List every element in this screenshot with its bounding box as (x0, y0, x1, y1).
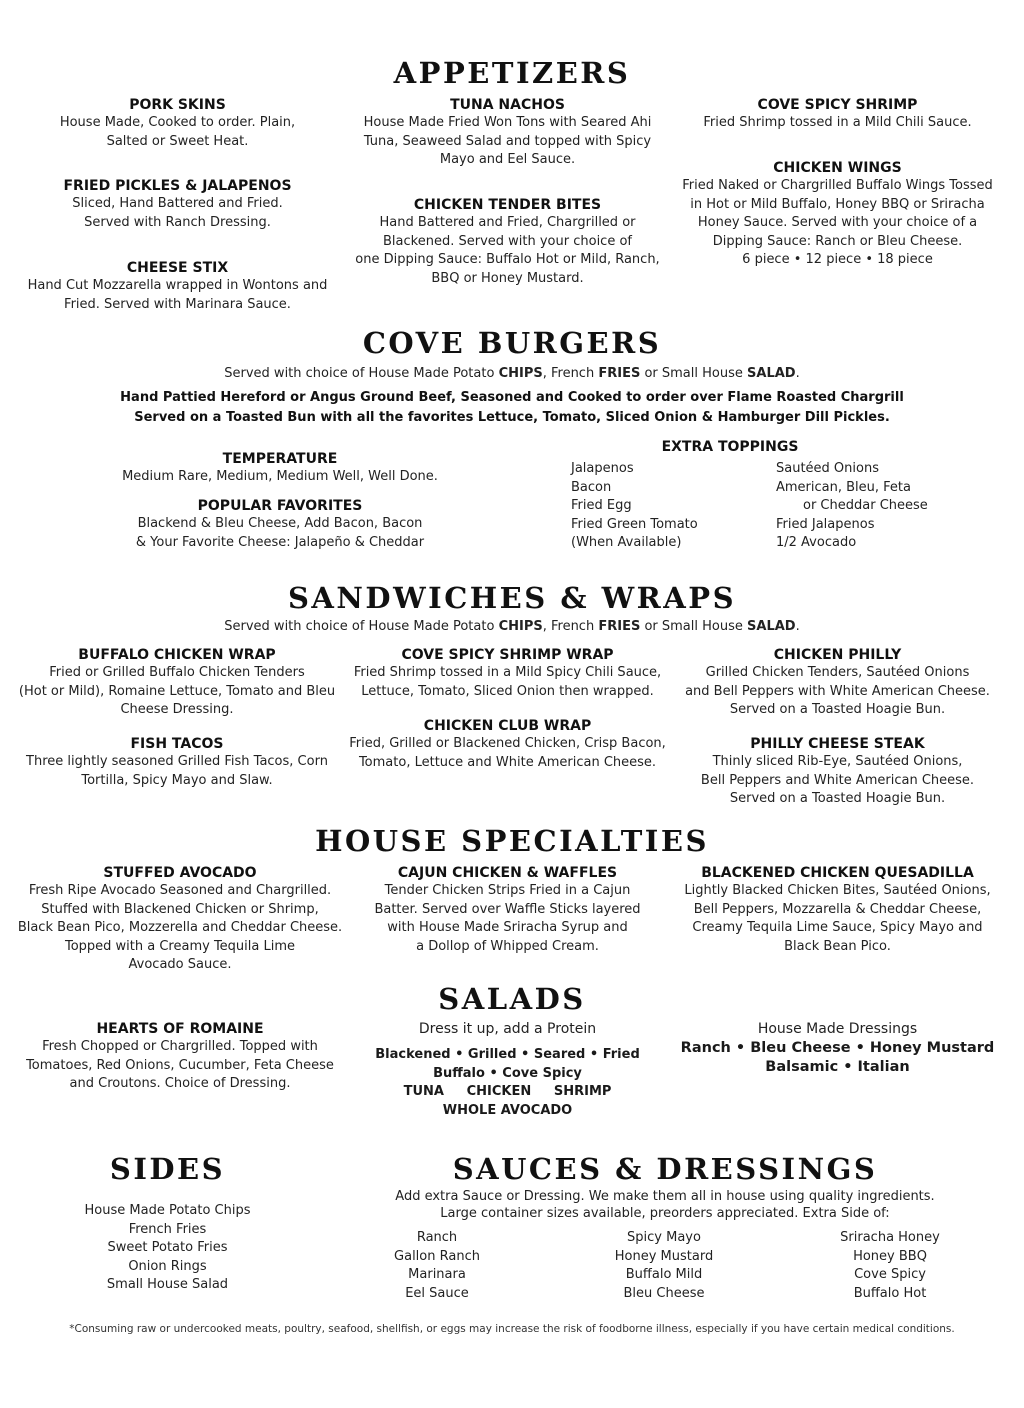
item-title: CHICKEN PHILLY (773, 647, 902, 663)
menu-item-cajun-chicken-waffles (345, 864, 670, 956)
item-title: STUFFED AVOCADO (103, 865, 257, 881)
protein-line: Buffalo • Cove Spicy (433, 1065, 582, 1081)
burgers-served-with: Served with choice of House Made Potato CHIPS, French FRIES or Small House SALAD. (224, 366, 800, 381)
item-title: COVE SPICY SHRIMP (757, 97, 918, 113)
item-title: BUFFALO CHICKEN WRAP (78, 647, 276, 663)
dressings-line: Balsamic • Italian (765, 1059, 910, 1075)
salad-protein-options (345, 1020, 670, 1120)
item-title: CHICKEN TENDER BITES (413, 197, 602, 213)
list-item: Fried Egg (571, 498, 632, 514)
menu-item-philly-cheese-steak (675, 735, 1000, 809)
dressings-line: Ranch • Bleu Cheese • Honey Mustard (680, 1040, 995, 1056)
protein-title: Dress it up, add a Protein (418, 1021, 597, 1037)
protein-line: TUNA CHICKEN SHRIMP (403, 1084, 612, 1100)
list-item: American, Bleu, Feta (776, 479, 911, 495)
list-item: House Made Potato Chips (84, 1203, 251, 1218)
menu-item-buffalo-chicken-wrap (12, 646, 342, 720)
menu-item-stuffed-avocado (10, 864, 350, 975)
extra-toppings-title: EXTRA TOPPINGS (661, 439, 799, 455)
item-description: Hand Battered and Fried, Chargrilled or Blackened. Served with your choice of one Dipping Sauce: Buffalo Hot or Mild, Ranch, BBQ or Honey Mustard. (355, 215, 660, 286)
item-description: Fried or Grilled Buffalo Chicken Tenders (Hot or Mild), Romaine Lettuce, Tomato and Bleu Cheese Dressing. (18, 665, 336, 718)
list-item: Fried Green Tomato (When Available) (571, 516, 698, 551)
item-description: House Made, Cooked to order. Plain, Salted or Sweet Heat. (59, 115, 296, 149)
list-item: 1/2 Avocado (776, 535, 857, 551)
list-item: Small House Salad (106, 1277, 229, 1293)
sauces-heading: SAUCES & DRESSINGS (452, 1152, 878, 1186)
list-item: Bleu Cheese (623, 1285, 705, 1301)
sauces-note-line2: Large container sizes available, preorders appreciated. Extra Side of: (440, 1206, 890, 1221)
list-item: French Fries (128, 1221, 207, 1237)
item-title: HEARTS OF ROMAINE (96, 1021, 264, 1037)
menu-item-chicken-club-wrap (345, 717, 670, 772)
menu-item-tuna-nachos (345, 96, 670, 170)
item-description: Medium Rare, Medium, Medium Well, Well Done. (122, 469, 438, 484)
menu-item-cheese-stix (20, 259, 335, 314)
list-item: Buffalo Mild (625, 1267, 703, 1283)
specialties-heading: HOUSE SPECIALTIES (315, 824, 709, 858)
list-item: Sautéed Onions (776, 461, 879, 476)
item-title: CHICKEN WINGS (773, 160, 902, 176)
list-item: Honey BBQ (853, 1248, 927, 1264)
list-item: Honey Mustard (614, 1248, 714, 1264)
item-description: Three lightly seasoned Grilled Fish Tacos, Corn Tortilla, Spicy Mayo and Slaw. (26, 754, 328, 788)
item-title: POPULAR FAVORITES (197, 498, 363, 514)
list-item: Bacon (571, 479, 612, 495)
list-item: Ranch (416, 1230, 458, 1245)
list-item: Gallon Ranch (394, 1248, 480, 1264)
menu-item-cove-spicy-shrimp-wrap (345, 646, 670, 701)
menu-item-chicken-tender-bites (345, 196, 670, 288)
sauces-col2 (584, 1229, 744, 1303)
burgers-description-line2: Served on a Toasted Bun with all the favorites Lettuce, Tomato, Sliced Onion & Hamburger Dill Pickles. (134, 410, 890, 425)
item-description: Grilled Chicken Tenders, Sautéed Onions and Bell Peppers with White American Cheese. Served on a Toasted Hoagie Bun. (685, 665, 990, 718)
list-item: or Cheddar Cheese (803, 498, 928, 514)
item-title: PHILLY CHEESE STEAK (750, 736, 925, 752)
menu-item-blackened-chicken-quesadilla (670, 864, 1005, 956)
list-item: Fried Jalapenos (776, 516, 875, 532)
item-title: PORK SKINS (129, 97, 226, 113)
item-description: Fried, Grilled or Blackened Chicken, Crisp Bacon, Tomato, Lettuce and White American Cheese. (349, 736, 666, 770)
list-item: Spicy Mayo (627, 1230, 701, 1245)
item-title: FISH TACOS (130, 736, 224, 752)
item-title: FRIED PICKLES & JALAPENOS (63, 178, 292, 194)
house-made-dressings (670, 1020, 1005, 1077)
item-title: TUNA NACHOS (450, 97, 565, 113)
item-title: BLACKENED CHICKEN QUESADILLA (701, 865, 974, 881)
sauces-col1 (357, 1229, 517, 1303)
extra-toppings-left-list (571, 460, 761, 553)
list-item: Sriracha Honey (840, 1230, 940, 1245)
sides-list (0, 1202, 335, 1295)
footer-disclaimer: *Consuming raw or undercooked meats, poultry, seafood, shellfish, or eggs may increase the risk of foodborne illness, especially if you have certain medical conditions. (69, 1323, 955, 1335)
menu-item-fried-pickles (20, 177, 335, 232)
item-description: Fresh Chopped or Chargrilled. Topped with Tomatoes, Red Onions, Cucumber, Feta Cheese and Croutons. Choice of Dressing. (26, 1039, 334, 1092)
item-description: Sliced, Hand Battered and Fried. Served with Ranch Dressing. (72, 196, 283, 230)
menu-item-cove-spicy-shrimp (675, 96, 1000, 133)
list-item: Cove Spicy (854, 1267, 926, 1283)
item-description: Fried Shrimp tossed in a Mild Chili Sauce. (703, 115, 972, 130)
burgers-heading: COVE BURGERS (362, 326, 662, 360)
menu-item-chicken-wings (675, 159, 1000, 270)
item-description: Hand Cut Mozzarella wrapped in Wontons and Fried. Served with Marinara Sauce. (27, 278, 328, 312)
item-description: Fried Shrimp tossed in a Mild Spicy Chili Sauce, Lettuce, Tomato, Sliced Onion then wrapped. (353, 665, 662, 699)
item-title: COVE SPICY SHRIMP WRAP (401, 647, 614, 663)
sandwiches-served-with: Served with choice of House Made Potato CHIPS, French FRIES or Small House SALAD. (224, 619, 800, 634)
item-description: House Made Fried Won Tons with Seared Ahi Tuna, Seaweed Salad and topped with Spicy Mayo and Eel Sauce. (363, 115, 652, 168)
menu-item-pork-skins (20, 96, 335, 151)
salads-heading: SALADS (438, 982, 586, 1016)
item-description: Fried Naked or Chargrilled Buffalo Wings Tossed in Hot or Mild Buffalo, Honey BBQ or Sriracha Honey Sauce. Served with your choice of a Dipping Sauce: Ranch or Bleu Cheese. 6 piece • 12 piece • 18 piece (682, 178, 993, 268)
sauces-col3 (810, 1229, 970, 1303)
protein-line: Blackened • Grilled • Seared • Fried (375, 1047, 640, 1062)
sandwiches-heading: SANDWICHES & WRAPS (287, 581, 737, 615)
sauces-note-line1: Add extra Sauce or Dressing. We make them all in house using quality ingredients. (395, 1189, 935, 1204)
sides-heading: SIDES (109, 1152, 226, 1186)
item-description: Thinly sliced Rib-Eye, Sautéed Onions, Bell Peppers and White American Cheese. Served on a Toasted Hoagie Bun. (700, 754, 975, 807)
list-item: Eel Sauce (405, 1285, 469, 1301)
protein-line: WHOLE AVOCADO (442, 1102, 573, 1118)
item-description: Lightly Blacked Chicken Bites, Sautéed Onions, Bell Peppers, Mozzarella & Cheddar Cheese, Creamy Tequila Lime Sauce, Spicy Mayo and Black Bean Pico. (684, 883, 991, 954)
list-item: Sweet Potato Fries (107, 1240, 228, 1256)
item-description: Tender Chicken Strips Fried in a Cajun Batter. Served over Waffle Sticks layered with House Made Sriracha Syrup and a Dollop of Whipped Cream. (374, 883, 641, 954)
burgers-description-line1: Hand Pattied Hereford or Angus Ground Beef, Seasoned and Cooked to order over Flame Roasted Chargrill (120, 390, 904, 405)
item-description: Blackend & Bleu Cheese, Add Bacon, Bacon & Your Favorite Cheese: Jalapeño & Cheddar (135, 516, 425, 550)
item-title: CHICKEN CLUB WRAP (423, 718, 592, 734)
item-title: CHEESE STIX (126, 260, 229, 276)
list-item: Marinara (408, 1267, 466, 1283)
item-description: Fresh Ripe Avocado Seasoned and Chargrilled. Stuffed with Blackened Chicken or Shrimp, Black Bean Pico, Mozzerella and Cheddar Cheese. Topped with a Creamy Tequila Lime Avocado Sauce. (17, 883, 343, 973)
item-title: TEMPERATURE (222, 451, 338, 467)
menu-item-fish-tacos (12, 735, 342, 790)
menu-item-hearts-of-romaine (10, 1020, 350, 1094)
list-item: Buffalo Hot (853, 1285, 927, 1301)
dressings-title: House Made Dressings (757, 1021, 918, 1037)
menu-item-chicken-philly (675, 646, 1000, 720)
list-item: Onion Rings (128, 1258, 207, 1274)
list-item: Jalapenos (571, 461, 634, 476)
burger-temperature (110, 450, 450, 487)
extra-toppings-right-list (776, 460, 986, 553)
item-title: CAJUN CHICKEN & WAFFLES (397, 865, 618, 881)
burger-popular-favorites (110, 497, 450, 552)
appetizers-heading: APPETIZERS (393, 56, 631, 90)
